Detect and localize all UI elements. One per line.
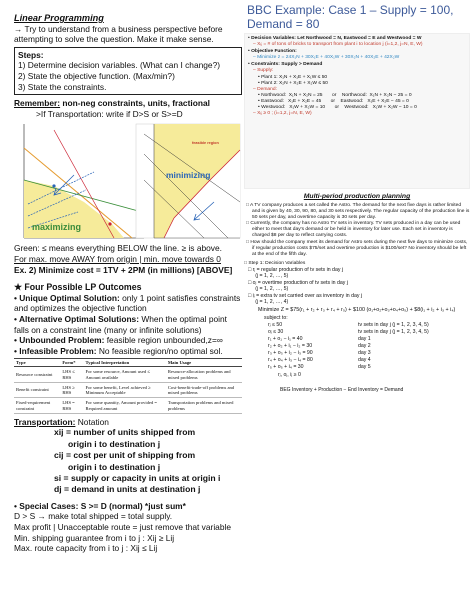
notation-xij: xij = number of units shipped from xyxy=(54,427,196,438)
subject-to: subject to: xyxy=(264,315,288,322)
steps-title: Steps: xyxy=(18,49,44,60)
minimizing-label: minimizing xyxy=(166,170,211,181)
outcome-text: When the optimal point falls on a constraint line (many or infinite solutions) xyxy=(14,313,228,335)
bbc-example-title: BBC Example: Case 1 – Supply = 100, Demand = 80 xyxy=(247,3,454,31)
demand-row: • Northwood: X₁N + X₂N = 25 or Northwood: X₁N + X₂N − 25 = 0 xyxy=(258,92,412,98)
special-line: Max profit | Unacceptable route = just remove that variable xyxy=(14,521,232,532)
table-header-row xyxy=(14,359,242,367)
outcome-text: only 1 point satisfies constraints and optimizes the objective function xyxy=(14,292,241,314)
special-line: Max. route capacity from i to j : Xij ≤ Lij xyxy=(14,543,158,554)
transport-hint: >If Transportation: write if D>S or S>=D xyxy=(36,108,183,119)
table-header: Type xyxy=(14,359,60,367)
maximizing-label: maximizing xyxy=(32,222,82,233)
green-line-2: For max. move AWAY from origin | min. move towards 0 xyxy=(14,253,221,264)
table-row xyxy=(14,367,242,382)
objective-function: • Objective Function: xyxy=(248,49,297,55)
decision-variables-sub: – Xᵢⱼ = # of tons of bricks to transport from plant i to location j (i=1,2, j=N, E, W) xyxy=(253,42,423,48)
constraint-left: rⱼ ≤ 50 xyxy=(268,322,283,329)
table-cell: For some quantity, Amount provided = Required amount xyxy=(84,398,166,413)
table-header: Main Usage xyxy=(166,359,242,367)
special-line: D > S → make total shipped = total supply. xyxy=(14,511,173,522)
objective-minimize: Minimize Z = $75(r₁ + r₂ + r₃ + r₄ + r₅) + $100 (o₁+o₂+o₃+o₄+o₅) + $8(i₁ + i₂ + i₃ + i₄) xyxy=(258,307,456,314)
inventory-balance-note: BEG Inventory + Production − End Inventory = Demand xyxy=(280,387,404,394)
outcome-label: • Unbounded Problem: xyxy=(14,335,105,346)
table-header: Form* xyxy=(60,359,83,367)
constraint-left: r₅ + o₅ + i₄ = 30 xyxy=(268,364,304,371)
special-line: Min. shipping guarantee from i to j : Xij ≥ Lij xyxy=(14,532,175,543)
problem-bullet: □ Currently, the company has no Astro TV sets in inventory. TV sets produced in a day can be used either to meet that day's demand or be held in inventory for later use. Each set in inventory is charged $8 per day to reflect carrying costs. xyxy=(246,221,461,239)
outcome-text: feasible region unbounded,z=∞ xyxy=(104,335,223,346)
problem-bullet-text: A TV company produces a set called the Astro. The demand for the next five days is rather limited and is given by 40, 30, 90, 80, and 30 sets respectively. The regular capacity of the production line is 50 sets per day, and overtime capacity is 30 sets per day. xyxy=(250,203,470,221)
table-cell: LHS ≤ RHS xyxy=(60,367,83,382)
objective-function-sub: – Minimize z = 24X₁N + 30X₁E + 40X₁W + 30X₂N + 40X₂E + 42X₂W xyxy=(253,55,400,61)
demand-heading: – Demand: xyxy=(253,86,277,92)
feasible-region-chart xyxy=(14,120,242,242)
constraint-right: day 5 xyxy=(358,364,371,371)
outcome-label: • Alternative Optimal Solutions: xyxy=(14,313,140,324)
constraint-right: day 3 xyxy=(358,350,371,357)
outcome-label: • Unique Optimal Solution: xyxy=(14,292,120,303)
table-cell: For some resource, Amount used ≤ Amount available xyxy=(84,367,166,382)
outcome-text: No feasible region/no optimal sol. xyxy=(96,345,223,356)
constraint-right: day 2 xyxy=(358,343,371,350)
table-row xyxy=(14,398,242,413)
constraint-list xyxy=(244,321,470,403)
table-row xyxy=(14,382,242,397)
step-item: 3) State the constraints. xyxy=(18,81,107,92)
constraint-left: r₁ + o₁ − i₁ = 40 xyxy=(268,336,303,343)
notation-block xyxy=(14,427,242,495)
var-line: (j = 1, 2, …, 5) xyxy=(248,286,289,293)
notation-si: si = supply or capacity in units at origin i xyxy=(54,472,221,483)
table-cell: Resource constraint xyxy=(14,367,60,382)
outcomes-title: ★ Four Possible LP Outcomes xyxy=(14,282,142,293)
green-line-1: Green: ≤ means everything BELOW the line. ≥ is above. xyxy=(14,243,222,254)
supply-heading: – Supply: xyxy=(253,68,274,74)
outcome-infeasible xyxy=(14,346,242,357)
table-cell: LHS ≥ RHS xyxy=(60,382,83,397)
constraint-right: tv sets in day j (j = 1, 2, 3, 4, 5) xyxy=(358,329,429,336)
ex2-line: Ex. 2) Minimize cost = 1TV + 2PM (in millions) [ABOVE] xyxy=(14,264,233,275)
table-cell: LHS = RHS xyxy=(60,398,83,413)
table-cell: Fixed-requirement constraint xyxy=(14,398,60,413)
var-line: □ rⱼ = regular production of tv sets in day j xyxy=(248,266,344,273)
notation-dj: dj = demand in units at destination j xyxy=(54,484,201,495)
left-column xyxy=(14,0,242,554)
bbc-slide-panel xyxy=(244,33,470,189)
transport-notation-title xyxy=(14,417,242,428)
remember-text: non-neg constraints, units, fractional xyxy=(60,98,210,109)
remember-label: Remember: xyxy=(14,98,61,109)
constraint-types-table xyxy=(14,358,242,413)
outcome-unique xyxy=(14,293,242,314)
decision-variables: • Decision Variables: Let Northwood = N, Eastwood = E and Westwood = W xyxy=(248,36,422,41)
problem-bullet: □ How should the company meet its demand for Astro sets during the next five days to minimize costs, if regular production costs $75/set and overtime production is $100/set? No inventory should be left at the end of the fifth day. xyxy=(246,239,468,257)
constraint-right: day 4 xyxy=(358,357,371,364)
multi-period-title: Multi-period production planning xyxy=(303,193,411,200)
step-item: 2) State the objective function. (Max/min?) xyxy=(18,70,175,81)
remember-line xyxy=(14,98,242,109)
notation-cij: cij = cost per unit of shipping from xyxy=(54,450,196,461)
table-header: Typical Interpretation xyxy=(84,359,166,367)
table-cell: For some benefit, Level achieved ≥ Minimum Acceptable xyxy=(84,382,166,397)
constraint-left: r₃ + o₃ + i₂ − i₃ = 90 xyxy=(268,350,313,357)
lp-graph xyxy=(14,120,242,242)
problem-bullet-text: Currently, the company has no Astro TV sets in inventory. TV sets produced in a day can be used either to meet that day's demand or be held in inventory for later use. Each set in inventory is charged $8 per day to reflect carrying costs. xyxy=(250,221,461,239)
constraints-heading: • Constraints: Supply > Demand xyxy=(248,62,323,68)
demand-row: • Eastwood: X₁E + X₂E = 45 or Eastwood: X₁E + X₂E − 45 = 0 xyxy=(258,98,409,104)
right-column xyxy=(244,0,470,403)
feasible-region-label: feasible region xyxy=(192,141,219,146)
constraint-left: r₂ + o₂ + i₁ − i₂ = 30 xyxy=(268,343,313,350)
var-line: (j = 1, 2, …, 4) xyxy=(248,298,289,305)
outcome-label: • Infeasible Problem: xyxy=(14,345,97,356)
page-heading: Linear Programming xyxy=(14,13,104,23)
table-cell: Transportation problems and mixed problems xyxy=(166,398,242,413)
notation-cij-sub: origin i to destination j xyxy=(68,461,161,472)
problem-bullet: □ A TV company produces a set called the Astro. The demand for the next five days is rather limited and is given by 40, 30, 90, 80, and 30 sets respectively. The regular capacity of the production line is 50 sets per day, and overtime capacity is 30 sets per day. xyxy=(246,203,470,221)
constraint-left: r₄ + o₄ + i₃ − i₄ = 80 xyxy=(268,357,313,364)
table-cell: Cost-benefit-trade-off problems and mixed problems xyxy=(166,382,242,397)
constraint-left: rⱼ, oⱼ, iⱼ ≥ 0 xyxy=(278,372,301,379)
transport-note: Notation xyxy=(75,416,109,427)
supply-row: • Plant 2: X₂N + X₂E + X₂W ≤ 50 xyxy=(258,80,328,86)
problem-bullet-text: How should the company meet its demand for Astro sets during the next five days to minimize costs, if regular production costs $75/set and overtime production is $100/set? No inventory should be left at the end of the fifth day. xyxy=(250,239,468,257)
demand-row: • Westwood: X₁W + X₂W = 10 or Westwood: X₁W + X₂W − 10 = 0 xyxy=(258,105,417,111)
table-cell: Resource-allocation problems and mixed problems xyxy=(166,367,242,382)
outcome-alternative xyxy=(14,314,242,335)
notation-xij-sub: origin i to destination j xyxy=(68,438,161,449)
var-line: □ iⱼ = extra tv set carried over as inventory in day j xyxy=(248,292,363,299)
decision-variable-list xyxy=(244,267,470,305)
nonneg-constraint: – Xᵢⱼ ≥ 0 ; (i=1,2, j=N, E, W) xyxy=(253,111,312,117)
constraint-right: day 1 xyxy=(358,336,371,343)
intro-text: → Try to understand from a business perspective before attempting to solve the question. Make it make sense. xyxy=(14,23,223,45)
step1-label: □ Step 1: Decision Variables xyxy=(244,260,306,266)
steps-box xyxy=(14,47,242,95)
special-cases: • Special Cases: S >= D (normal) *just sum* xyxy=(14,500,186,511)
constraint-right: tv sets in day j (j = 1, 2, 3, 4, 5) xyxy=(358,322,429,329)
var-line: (j = 1, 2, …, 5) xyxy=(248,273,289,280)
constraint-left: oⱼ ≤ 30 xyxy=(268,329,284,336)
var-line: □ oⱼ = overtime production of tv sets in day j xyxy=(248,279,348,286)
step-item: 1) Determine decision variables. (What can I change?) xyxy=(18,60,221,71)
supply-row: • Plant 1: X₁N + X₁E + X₁W ≤ 50 xyxy=(258,74,328,80)
outcome-unbounded xyxy=(14,335,242,346)
transport-label: Transportation: xyxy=(14,416,76,427)
table-cell: Benefit constraint xyxy=(14,382,60,397)
